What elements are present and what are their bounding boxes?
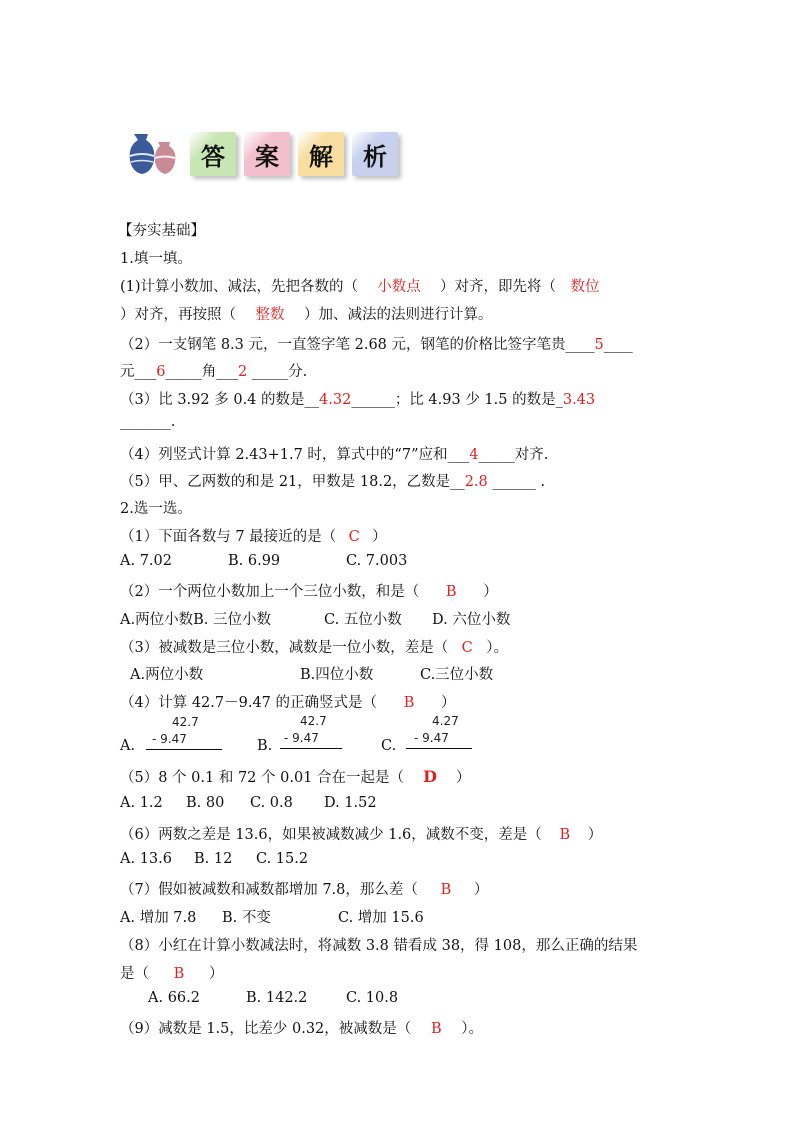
answer-blank: 数位 bbox=[570, 279, 600, 295]
vertical-top-number: 42.7 bbox=[300, 714, 327, 728]
q1-p1-line1: (1)计算小数加、减法，先把各数的（ 小数点 ）对齐，即先将（ 数位 bbox=[120, 275, 614, 296]
q2-s4-option-a-label: A. bbox=[120, 738, 136, 754]
q2-s2-option-ab: A.两位小数B. 三位小数 bbox=[120, 612, 271, 628]
vertical-rule bbox=[280, 748, 342, 749]
q2-s3-option-b: B.四位小数 bbox=[300, 667, 374, 683]
q2-s7-option-b: B. 不变 bbox=[222, 910, 271, 926]
q2-s1-option-b: B. 6.99 bbox=[228, 553, 281, 569]
q2-s2-stem: （2）一个两位小数加上一个三位小数，和是（ B ） bbox=[120, 584, 498, 600]
q2-s4-option-b-label: B. bbox=[257, 738, 273, 754]
q2-s6-stem: （6）两数之差是 13.6，如果被减数减少 1.6，减数不变，差是（ B ） bbox=[120, 827, 603, 843]
q2-s6-option-b: B. 12 bbox=[194, 851, 233, 867]
answer-choice: B bbox=[445, 584, 457, 600]
q2-s8-option-b: B. 142.2 bbox=[246, 990, 308, 1006]
q2-s1-stem: （1）下面各数与 7 最接近的是（ C ） bbox=[120, 529, 387, 545]
answer-choice: B bbox=[440, 882, 452, 898]
q1-p2-line1: （2）一支钢笔 8.3 元，一直签字笔 2.68 元，钢笔的价格比签字笔贵____5____ bbox=[120, 337, 633, 353]
vertical-bottom-number: - 9.47 bbox=[284, 731, 319, 745]
q2-s4-option-b-vertical bbox=[280, 714, 344, 754]
header-tile-jie: 解 bbox=[298, 132, 344, 176]
answer-blank: 6 bbox=[156, 364, 166, 380]
answer-choice: B bbox=[173, 966, 185, 982]
q2-s4-stem: （4）计算 42.7－9.47 的正确竖式是（ B ） bbox=[120, 695, 456, 711]
vertical-top-number: 42.7 bbox=[172, 715, 199, 729]
vertical-rule bbox=[146, 749, 222, 750]
header-tile-an: 案 bbox=[244, 132, 290, 176]
vertical-top-number: 4.27 bbox=[432, 714, 459, 728]
q1-title: 1.填一填。 bbox=[120, 251, 192, 267]
answer-blank: 2.8 bbox=[464, 474, 488, 490]
q2-s5-stem: （5）8 个 0.1 和 72 个 0.01 合在一起是（ D ） bbox=[120, 767, 471, 786]
answer-choice: B bbox=[430, 1021, 442, 1037]
q2-s8-option-a: A. 66.2 bbox=[148, 990, 200, 1006]
answer-blank: 整数 bbox=[255, 307, 285, 323]
answer-blank: 小数点 bbox=[377, 279, 421, 295]
answer-blank: 2 bbox=[237, 364, 248, 380]
q2-s5-option-a: A. 1.2 bbox=[120, 795, 163, 811]
q1-p4: （4）列竖式计算 2.43+1.7 时，算式中的“7”应和___4_____对齐. bbox=[120, 447, 549, 463]
answer-choice: B bbox=[403, 695, 415, 711]
q2-s1-option-c: C. 7.003 bbox=[346, 553, 408, 569]
q2-s3-option-a: A.两位小数 bbox=[130, 667, 204, 683]
answer-blank: 4 bbox=[469, 447, 479, 463]
q2-s8-option-c: C. 10.8 bbox=[346, 990, 399, 1006]
q2-title: 2.选一选。 bbox=[120, 501, 192, 517]
q2-s8-stem-line1: （8）小红在计算小数减法时，将减数 3.8 错看成 38，得 108，那么正确的结果 bbox=[120, 938, 638, 954]
q2-s5-option-d: D. 1.52 bbox=[324, 795, 377, 811]
q2-s6-option-a: A. 13.6 bbox=[120, 851, 172, 867]
q2-s1-option-a: A. 7.02 bbox=[120, 553, 172, 569]
answer-choice: C bbox=[348, 529, 360, 545]
q1-p3-line1: （3）比 3.92 多 0.4 的数是__4.32______；比 4.93 少 1.5 的数是_3.43 bbox=[120, 392, 596, 408]
q2-s5-option-c: C. 0.8 bbox=[250, 795, 293, 811]
q2-s2-option-d: D. 六位小数 bbox=[432, 612, 511, 628]
q2-s9-stem: （9）减数是 1.5，比差少 0.32，被减数是（ B ）。 bbox=[120, 1021, 484, 1037]
q2-s8-stem-line2: 是（ B ） bbox=[120, 966, 224, 982]
answer-blank: 5 bbox=[594, 337, 604, 353]
q2-s7-option-a: A. 增加 7.8 bbox=[120, 910, 197, 926]
answer-choice: C bbox=[461, 640, 473, 656]
answer-blank: 3.43 bbox=[562, 392, 596, 408]
answer-choice: D bbox=[423, 767, 437, 786]
q2-s4-option-c-vertical bbox=[406, 714, 474, 754]
q1-p3-line2: _______. bbox=[120, 414, 176, 430]
header-tile-xi: 析 bbox=[352, 132, 398, 176]
q2-s7-option-c: C. 增加 15.6 bbox=[338, 910, 424, 926]
q1-p1-line2: ）对齐，再按照（ 整数 ）加、减法的法则进行计算。 bbox=[120, 303, 493, 324]
q2-s6-option-c: C. 15.2 bbox=[256, 851, 309, 867]
vertical-bottom-number: - 9.47 bbox=[414, 731, 449, 745]
vertical-bottom-number: - 9.47 bbox=[152, 732, 187, 746]
q1-p5: （5）甲、乙两数的和是 21，甲数是 18.2，乙数是__2.8 ______ . bbox=[120, 474, 546, 490]
vertical-rule bbox=[406, 748, 472, 749]
q2-s2-option-c: C. 五位小数 bbox=[324, 612, 402, 628]
q2-s7-stem: （7）假如被减数和减数都增加 7.8，那么差（ B ） bbox=[120, 882, 489, 898]
answer-choice: B bbox=[559, 827, 571, 843]
header-tile-da: 答 bbox=[190, 132, 236, 176]
vase-icon bbox=[124, 130, 182, 176]
q2-s4-option-a-vertical bbox=[146, 715, 224, 755]
q2-s3-option-c: C.三位小数 bbox=[420, 667, 494, 683]
q2-s5-option-b: B. 80 bbox=[186, 795, 225, 811]
answer-blank: 4.32 bbox=[319, 392, 352, 408]
q2-s4-option-c-label: C. bbox=[381, 738, 397, 754]
q1-p2-line2: 元___6_____角___2 _____分. bbox=[120, 364, 308, 380]
q2-s3-stem: （3）被减数是三位小数，减数是一位小数，差是（ C ）。 bbox=[120, 640, 508, 656]
section-title: 【夯实基础】 bbox=[118, 223, 205, 239]
